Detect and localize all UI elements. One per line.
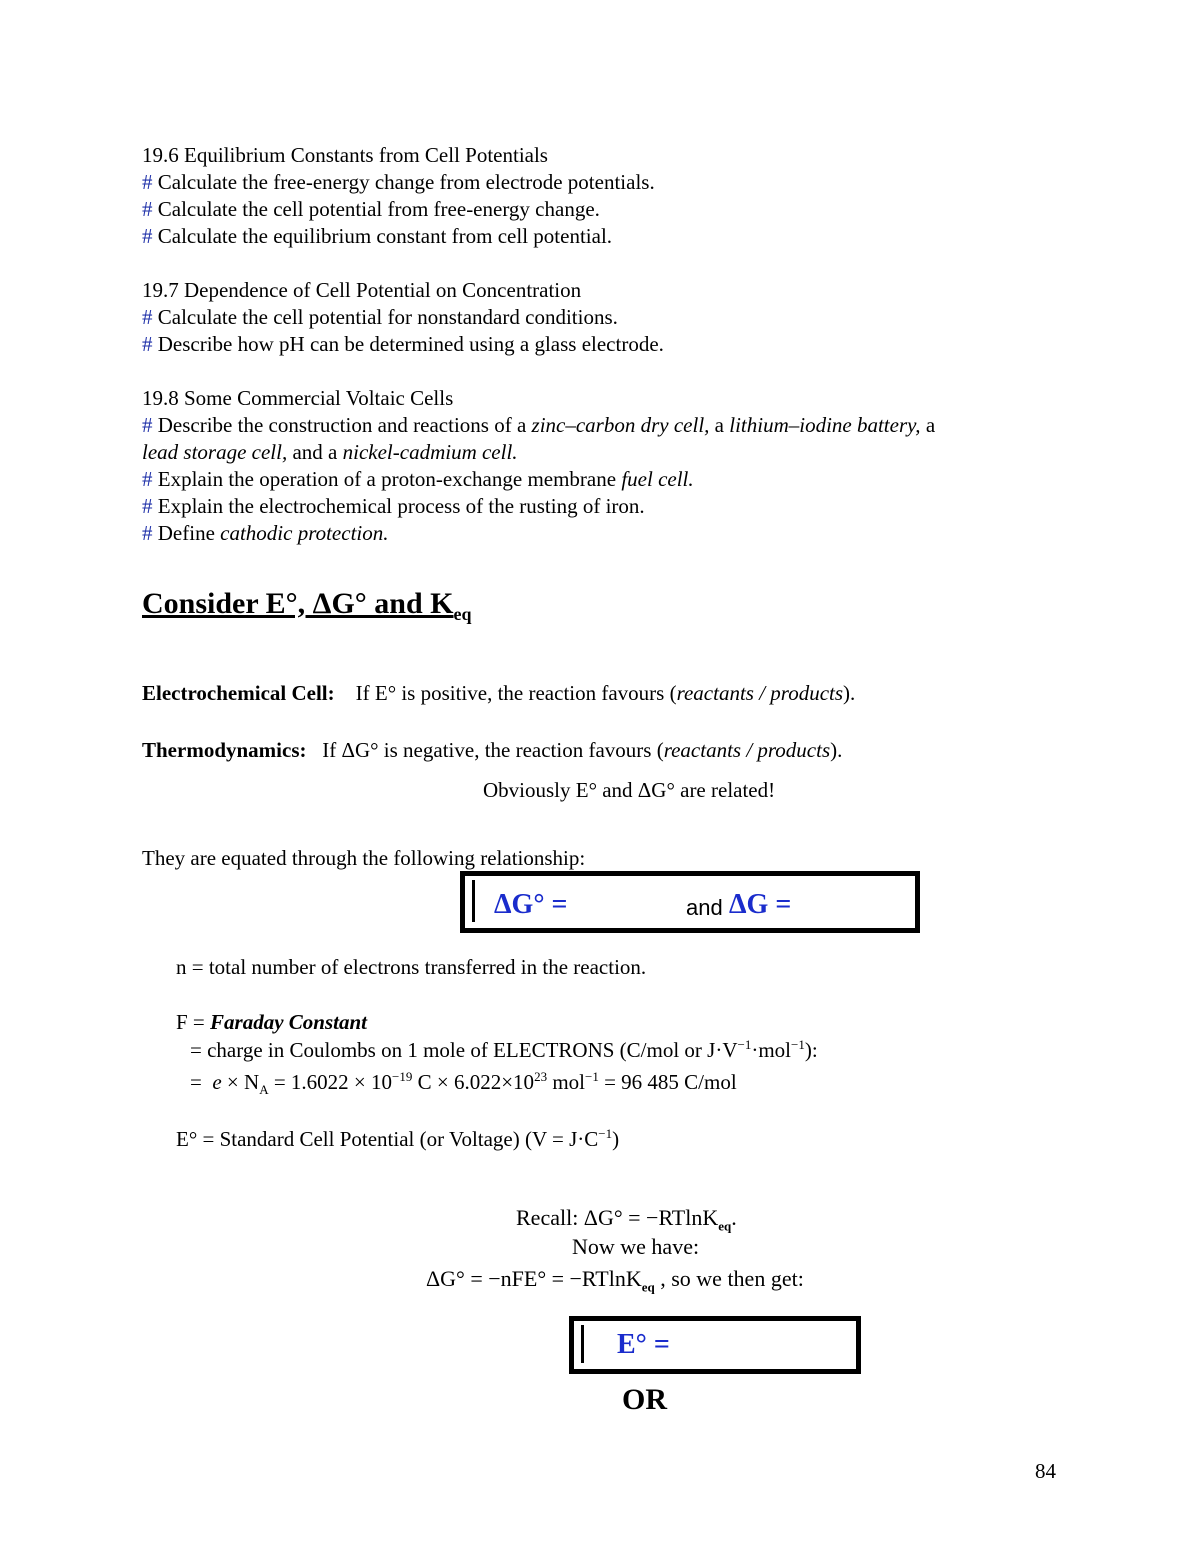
faraday-title: F = Faraday Constant (176, 1010, 367, 1034)
now-we-have: Now we have: (572, 1234, 700, 1259)
formula-box-e0 (569, 1316, 861, 1374)
list-item: # Define cathodic protection. (142, 521, 389, 545)
thermodynamics-line: Thermodynamics: If ΔG° is negative, the reaction favours (reactants / products). (142, 738, 843, 762)
box-delta-g0: ΔG° = (494, 889, 568, 920)
list-item: # Calculate the equilibrium constant from cell potential. (142, 224, 613, 248)
list-item: # Describe how pH can be determined using a glass electrode. (142, 332, 664, 356)
bullet: # (142, 413, 153, 437)
recall-line: Recall: ΔG° = −RTlnK$_{eq}$. (516, 1205, 737, 1234)
bullet: # (142, 305, 153, 329)
faraday-equation: = $e \times N_A = 1.6022 \times 10^{-19}$ $C \times 6.022\times 10^{23}$ mol$^{-1}$ = 96 485 C/mol (190, 1069, 737, 1098)
list-item: # Calculate the cell potential from free-energy change. (142, 197, 600, 221)
list-item: # Explain the electrochemical process of the rusting of iron. (142, 494, 645, 518)
list-item: # Calculate the cell potential for nonstandard conditions. (142, 305, 618, 329)
n-definition: n = total number of electrons transferred in the reaction. (176, 955, 647, 979)
list-item: # Explain the operation of a proton-exchange membrane fuel cell. (142, 467, 694, 491)
box-inner-rule (581, 1325, 584, 1363)
faraday-charge: = charge in Coulombs on 1 mole of ELECTRONS (C/mol or $J\cdot V^{-1}\cdot mol^{-1}$): (190, 1037, 818, 1062)
box-and: and (686, 895, 723, 920)
box-e0: E° = (617, 1329, 670, 1360)
electrochemical-line: Electrochemical Cell: If E° is positive, the reaction favours (reactants / products). (142, 681, 856, 705)
bullet: # (142, 170, 153, 194)
box-inner-rule (472, 880, 475, 922)
bullet: # (142, 494, 153, 518)
box-delta-g: ΔG = (729, 889, 792, 920)
obviously-note: Obviously E° and ΔG° are related! (483, 778, 776, 802)
derivation-line: ΔG° = −nFE° = −RTlnK$_{eq}$ , so we then get: (426, 1266, 804, 1295)
list-item: # Describe the construction and reactions of a zinc–carbon dry cell, a lithium–iodine battery, a (142, 413, 936, 437)
bullet: # (142, 467, 153, 491)
section-19-8-title: 19.8 Some Commercial Voltaic Cells (142, 386, 454, 410)
bullet: # (142, 224, 153, 248)
section-19-6-title: 19.6 Equilibrium Constants from Cell Potentials (142, 143, 548, 167)
list-item-continued: lead storage cell, and a nickel-cadmium cell. (142, 440, 518, 464)
bullet: # (142, 197, 153, 221)
section-19-7-title: 19.7 Dependence of Cell Potential on Concentration (142, 278, 582, 302)
list-item: # Calculate the free-energy change from electrode potentials. (142, 170, 655, 194)
bullet: # (142, 521, 153, 545)
thermodynamics-label: Thermodynamics: (142, 738, 307, 762)
bullet: # (142, 332, 153, 356)
or-label: OR (622, 1383, 667, 1416)
electrochemical-label: Electrochemical Cell: (142, 681, 335, 705)
equated-text: They are equated through the following relationship: (142, 846, 586, 870)
e0-definition: E° = Standard Cell Potential (or Voltage) $(V = J\cdot C^{-1})$ (176, 1126, 620, 1151)
page-number: 84 (1035, 1459, 1056, 1483)
section-heading: Consider E°, ΔG° and $K_{eq}$ (142, 587, 472, 624)
